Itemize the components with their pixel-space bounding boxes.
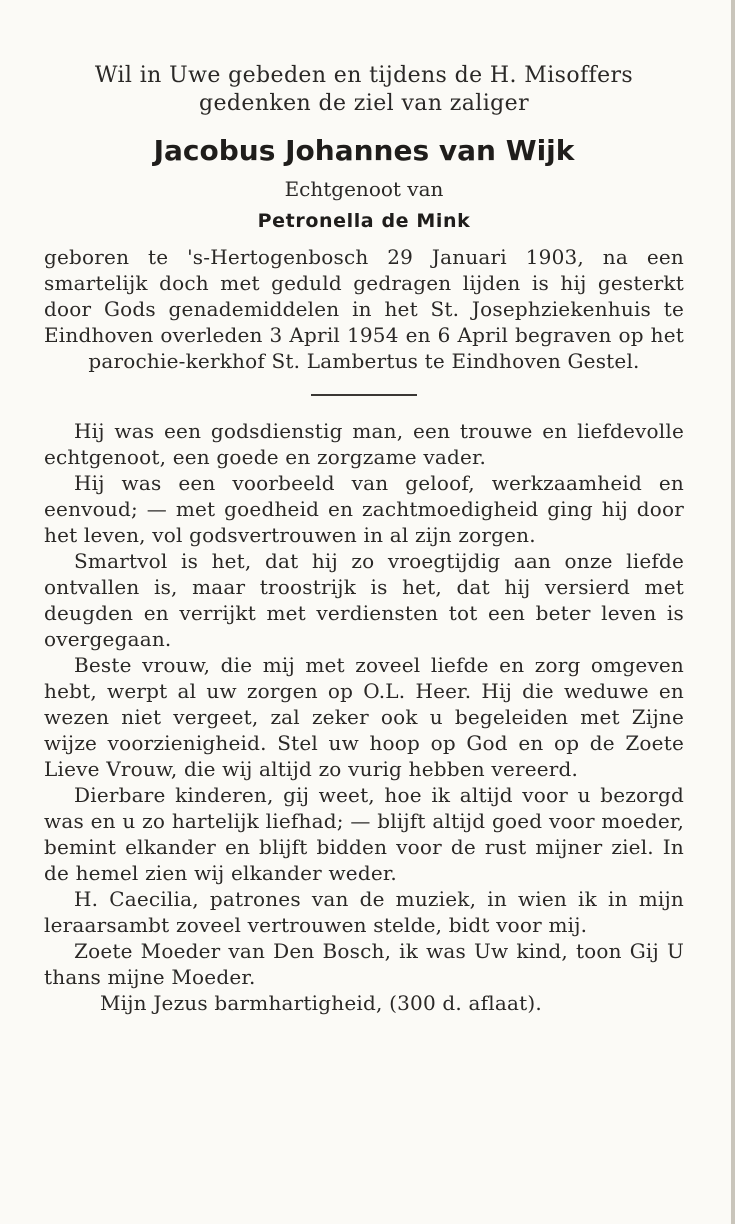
paragraph-children: Dierbare kinderen, gij weet, hoe ik altijd voor u bezorgd was en u zo hartelijk liefhad; — blijft altijd goed voor moeder, bemint elkander en blijft bidden voor de rust mijner ziel. In de hemel zien wij elkander weder. xyxy=(44,783,684,885)
spouse-name: Petronella de Mink xyxy=(257,210,471,232)
paragraph-wife: Beste vrouw, die mij met zoveel liefde en zorg omgeven hebt, werpt al uw zorgen op O.L. Heer. Hij die weduwe en wezen niet vergeet, zal zeker ook u begeleiden met Zijne wijze voorzienigheid. Stel uw hoop op God en op de Zoete Lieve Vrouw, die wij altijd zo vurig hebben vereerd. xyxy=(44,653,684,781)
paragraph-character: Hij was een godsdienstig man, een trouwe en liefdevolle echtgenoot, een goede en zorgzame vader. xyxy=(44,419,684,469)
paragraph-saint-cecilia: H. Caecilia, patrones van de muziek, in wien ik in mijn leraarsambt zoveel vertrouwen stelde, bidt voor mij. xyxy=(44,887,684,937)
closing-prayer: Mijn Jezus barmhartigheid, (300 d. aflaat). xyxy=(100,991,542,1015)
deceased-name: Jacobus Johannes van Wijk xyxy=(153,134,575,167)
paragraph-example: Hij was een voorbeeld van geloof, werkzaamheid en eenvoud; — met goedheid en zachtmoedigheid ging hij door het leven, vol godsvertrouwen in al zijn zorgen. xyxy=(44,471,684,547)
biography-text: geboren te 's-Hertogenbosch 29 Januari 1903, na een smartelijk doch met geduld gedragen lijden is hij gesterkt door Gods genademiddelen in het St. Josephziekenhuis te Eindhoven overleden 3 April 1954 en 6 April begraven op het parochie-kerkhof St. Lambertus te Eindhoven Gestel. xyxy=(44,245,684,373)
paragraph-mother-den-bosch: Zoete Moeder van Den Bosch, ik was Uw kind, toon Gij U thans mijne Moeder. xyxy=(44,939,684,989)
paragraph-consolation: Smartvol is het, dat hij zo vroegtijdig aan onze liefde ontvallen is, maar troostrijk is het, dat hij versierd met deugden en verrijkt met verdiensten tot een beter leven is overgegaan. xyxy=(44,549,684,651)
card-content xyxy=(44,62,684,1016)
intro-text: Wil in Uwe gebeden en tijdens de H. Misoffers gedenken de ziel van zaliger xyxy=(94,63,634,116)
divider-rule xyxy=(311,394,417,396)
card-edge xyxy=(731,0,735,1224)
spouse-intro: Echtgenoot van xyxy=(284,177,444,201)
